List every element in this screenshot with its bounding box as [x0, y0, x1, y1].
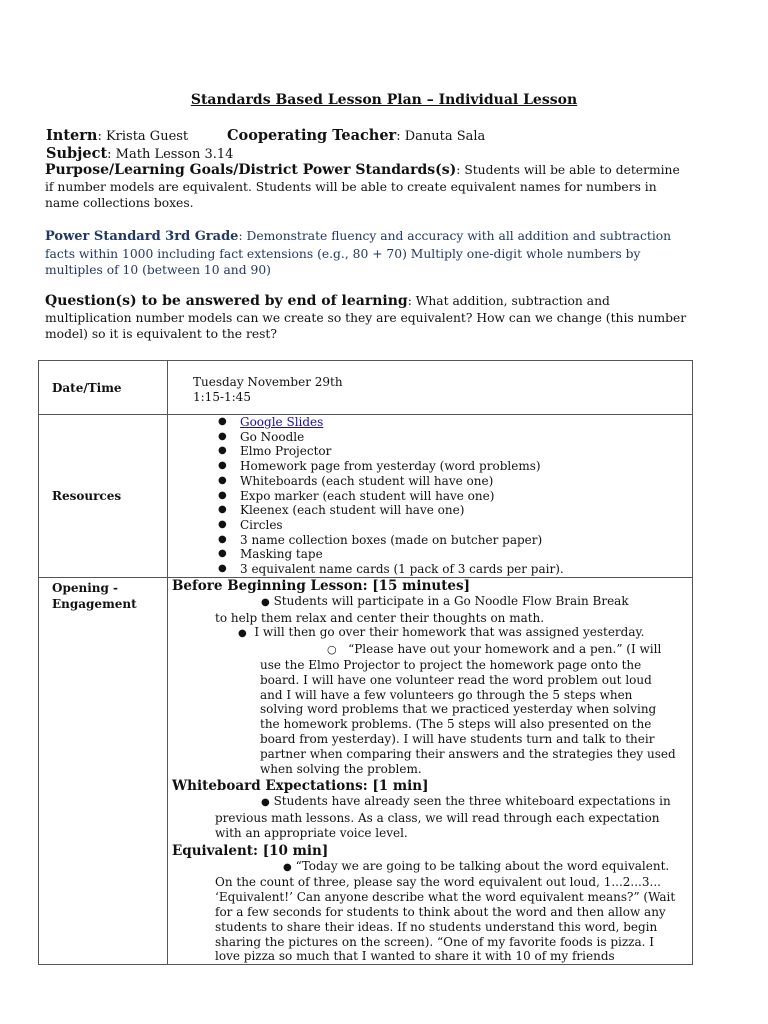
resource-item	[216, 547, 692, 562]
bullet-icon: ●	[218, 460, 227, 472]
resources-label: Resources	[39, 415, 168, 578]
resource-item	[216, 430, 692, 445]
lesson-table	[38, 360, 693, 965]
bullet-icon: ●	[283, 861, 292, 873]
resource-item	[216, 518, 692, 533]
bullet-icon: ●	[218, 533, 227, 545]
purpose-text: : Students will be able to determine if number models are equivalent. Students will be able to create equivalent names for numbers in name collections boxes.	[45, 163, 680, 210]
equivalent-bullet	[170, 859, 676, 965]
circle-bullet-icon: ○	[327, 643, 337, 657]
resource-item	[216, 474, 692, 489]
resource-text: Expo marker (each student will have one)	[240, 488, 495, 503]
questions-block	[45, 293, 690, 343]
resource-item	[216, 489, 692, 504]
bullet-icon: ●	[218, 504, 227, 516]
bullet-icon: ●	[218, 489, 227, 501]
bullet-icon: ●	[218, 445, 227, 457]
whiteboard-bullet	[170, 794, 676, 840]
before-subbullet-text: “Please have out your homework and a pen.” (I will use the Elmo Projector to project the homework page onto the board. I will have one volunteer read the word problem out loud and I will have a few volunteers go through the 5 steps when solving word problems that we practiced yesterday when solving the homework problems. (The 5 steps will also presented on the board from yesterday). I will have students turn and talk to their partner when comparing their answers and the strategies they used when solving the problem.	[260, 642, 676, 776]
bullet-icon: ●	[218, 548, 227, 560]
bullet-icon: ●	[218, 474, 227, 486]
before-bullet-2	[170, 625, 688, 642]
subject-label: Subject	[46, 145, 108, 162]
bullet-icon: ●	[261, 797, 270, 809]
opening-row	[39, 577, 693, 965]
resource-item	[216, 444, 692, 459]
resource-item	[216, 533, 692, 548]
opening-label	[39, 577, 168, 965]
intern-line	[46, 127, 188, 145]
resource-text: 3 equivalent name cards (1 pack of 3 cards per pair).	[240, 562, 564, 577]
resources-list	[168, 415, 693, 578]
time-line: 1:15-1:45	[193, 390, 251, 404]
intern-value: : Krista Guest	[97, 129, 189, 144]
power-standard-label: Power Standard 3rd Grade	[45, 229, 239, 244]
resource-item	[216, 503, 692, 518]
resource-text: Elmo Projector	[240, 444, 332, 459]
resource-text: Homework page from yesterday (word problems)	[240, 459, 541, 474]
before-bullet-2-text: I will then go over their homework that was assigned yesterday.	[254, 625, 645, 640]
resource-text: Whiteboards (each student will have one)	[240, 473, 494, 488]
questions-text: : What addition, subtraction and multiplication number models can we create so they are equivalent? How can we change (this number model) so it is equivalent to the rest?	[45, 294, 687, 341]
resource-text: Kleenex (each student will have one)	[240, 503, 465, 518]
teacher-label: Cooperating Teacher	[227, 127, 397, 144]
resources-row	[39, 415, 693, 578]
date-label: Date/Time	[39, 361, 168, 415]
google-slides-link[interactable]: Google Slides	[240, 415, 324, 429]
resource-text: Go Noodle	[240, 429, 305, 444]
bullet-icon: ●	[238, 628, 247, 640]
resource-item	[216, 459, 692, 474]
date-line: Tuesday November 29th	[193, 375, 343, 389]
resource-item	[216, 562, 692, 577]
opening-label-line1: Opening -	[52, 580, 119, 595]
bullet-icon: ●	[218, 518, 227, 530]
whiteboard-bullet-text: Students have already seen the three whiteboard expectations in previous math lessons. As a class, we will read through each expectation with an appropriate voice level.	[215, 794, 671, 840]
resource-text: Masking tape	[240, 547, 323, 562]
opening-label-line2: Engagement	[52, 596, 137, 611]
subject-value: : Math Lesson 3.14	[107, 147, 234, 162]
teacher-value: : Danuta Sala	[396, 129, 486, 144]
purpose-label: Purpose/Learning Goals/District Power Standards(s)	[45, 162, 457, 178]
power-standard-text: : Demonstrate fluency and accuracy with all addition and subtraction facts within 1000 including fact extensions (e.g., 80 + 70) Multiply one-digit whole numbers by multiples of 10 (between 10 and 90)	[45, 229, 672, 277]
equivalent-heading: Equivalent: [10 min]	[172, 842, 329, 859]
before-bullet-1	[170, 594, 638, 626]
opening-content	[168, 577, 693, 965]
purpose-block	[45, 162, 690, 212]
document-title: Standards Based Lesson Plan – Individual Lesson	[190, 92, 578, 108]
resource-text: Circles	[240, 517, 283, 532]
date-value	[168, 361, 693, 415]
before-bullet-1-text: Students will participate in a Go Noodle Flow Brain Break to help them relax and center their thoughts on math.	[215, 593, 629, 625]
intern-label: Intern	[46, 127, 98, 144]
bullet-icon: ●	[218, 430, 227, 442]
date-row	[39, 361, 693, 415]
bullet-icon: ●	[218, 416, 227, 427]
before-heading: Before Beginning Lesson: [15 minutes]	[172, 577, 471, 594]
whiteboard-heading: Whiteboard Expectations: [1 min]	[172, 778, 429, 795]
teacher-line	[227, 127, 485, 145]
bullet-icon: ●	[218, 563, 227, 575]
questions-label: Question(s) to be answered by end of learning	[45, 293, 408, 309]
bullet-icon: ●	[261, 596, 270, 608]
subject-line	[46, 145, 233, 163]
resource-text: 3 name collection boxes (made on butcher paper)	[240, 532, 543, 547]
equivalent-bullet-text: “Today we are going to be talking about the word equivalent. On the count of three, please say the word equivalent out loud, 1...2...3... ‘Equivalent!’ Can anyone describe what the word equivalent means?” (Wait for a few seconds for students to think about the word and then allow any students to share their ideas. If no students understand this word, begin sharing the pictures on the screen). “One of my favorite foods is pizza. I love pizza so much that I wanted to share it with 10 of my friends	[215, 858, 676, 964]
resource-item[interactable]	[216, 415, 692, 430]
before-subbullet	[170, 642, 678, 776]
power-standard-block	[45, 228, 690, 279]
